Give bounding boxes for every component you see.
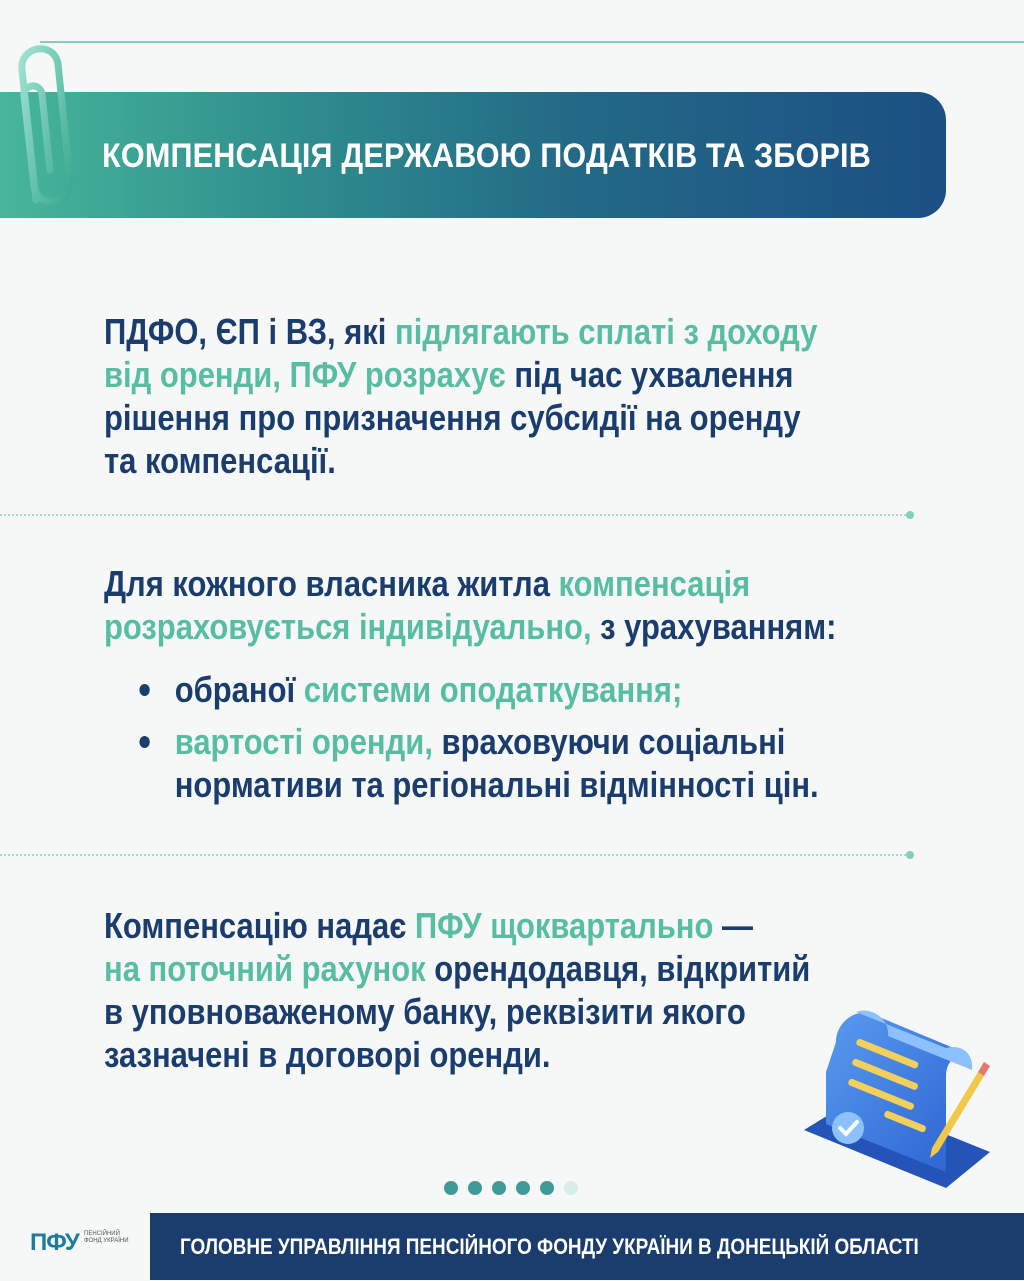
body-text: орендодавця, відкритий (425, 948, 811, 989)
divider-end-dot (906, 511, 914, 519)
paperclip-icon (8, 30, 88, 220)
page-title: КОМПЕНСАЦІЯ ДЕРЖАВОЮ ПОДАТКІВ ТА ЗБОРІВ (102, 137, 872, 175)
body-text: враховуючи соціальні (432, 721, 786, 762)
text-line (104, 310, 817, 353)
body-text: Для кожного власника житла (104, 563, 559, 604)
factors-list (136, 668, 819, 815)
footer-bar (150, 1213, 1024, 1280)
text-line (104, 353, 817, 396)
body-text: обраної (174, 669, 304, 710)
divider-end-dot (906, 851, 914, 859)
pager-dot[interactable] (444, 1181, 458, 1195)
body-text: ПДФО, ЄП і ВЗ, які (104, 311, 396, 352)
text-line (104, 439, 817, 482)
pager-dot[interactable] (540, 1181, 554, 1195)
highlight-text: ПФУ щоквартально (414, 905, 714, 946)
text-line (175, 668, 819, 711)
pager-dot[interactable] (492, 1181, 506, 1195)
bullet-icon (139, 684, 149, 696)
body-text: зазначені в договорі оренди. (104, 1034, 551, 1075)
text-line (175, 720, 819, 763)
body-text: рішення про призначення субсидії на оренду (104, 397, 801, 438)
highlight-text: від оренди, ПФУ розрахує (104, 354, 506, 395)
footer-org-name: ГОЛОВНЕ УПРАВЛІННЯ ПЕНСІЙНОГО ФОНДУ УКРАЇНИ В ДОНЕЦЬКІЙ ОБЛАСТІ (180, 1234, 919, 1259)
text-line (175, 763, 819, 806)
logo-caption: ПЕНСІЙНИЙ ФОНД УКРАЇНИ (84, 1231, 129, 1244)
list-item (136, 720, 819, 806)
body-text: Компенсацію надає (104, 905, 415, 946)
body-text: та компенсації. (104, 440, 336, 481)
text-line (104, 1033, 810, 1076)
section-individual-calculation (104, 562, 836, 648)
logo-mark: ПФУ (30, 1229, 79, 1256)
highlight-text: на поточний рахунок (104, 948, 426, 989)
top-divider-line (40, 41, 1024, 43)
body-text: нормативи та регіональні відмінності цін. (174, 764, 819, 805)
body-text: — (713, 905, 754, 946)
text-line (104, 605, 836, 648)
highlight-text: системи оподаткування; (303, 669, 683, 710)
text-line (104, 904, 810, 947)
bullet-icon (139, 736, 149, 748)
pager-dot[interactable] (468, 1181, 482, 1195)
document-with-pen-icon (796, 1002, 1001, 1192)
highlight-text: підлягають сплаті з доходу (395, 311, 818, 352)
list-item (136, 668, 819, 711)
carousel-pager (444, 1181, 578, 1195)
section-payment-info (104, 904, 810, 1076)
text-line (104, 947, 810, 990)
section-tax-calculation (104, 310, 817, 482)
dotted-divider (0, 854, 906, 856)
pfu-logo (30, 1225, 140, 1265)
text-line (104, 562, 836, 605)
highlight-text: компенсація (558, 563, 751, 604)
title-banner (0, 92, 946, 218)
highlight-text: вартості оренди, (174, 721, 433, 762)
body-text: з урахуванням: (591, 606, 837, 647)
body-text: в уповноваженому банку, реквізити якого (104, 991, 746, 1032)
text-line (104, 396, 817, 439)
text-line (104, 990, 810, 1033)
pager-dot[interactable] (564, 1181, 578, 1195)
highlight-text: розраховується індивідуально, (104, 606, 592, 647)
body-text: під час ухвалення (505, 354, 794, 395)
dotted-divider (0, 514, 906, 516)
pager-dot[interactable] (516, 1181, 530, 1195)
